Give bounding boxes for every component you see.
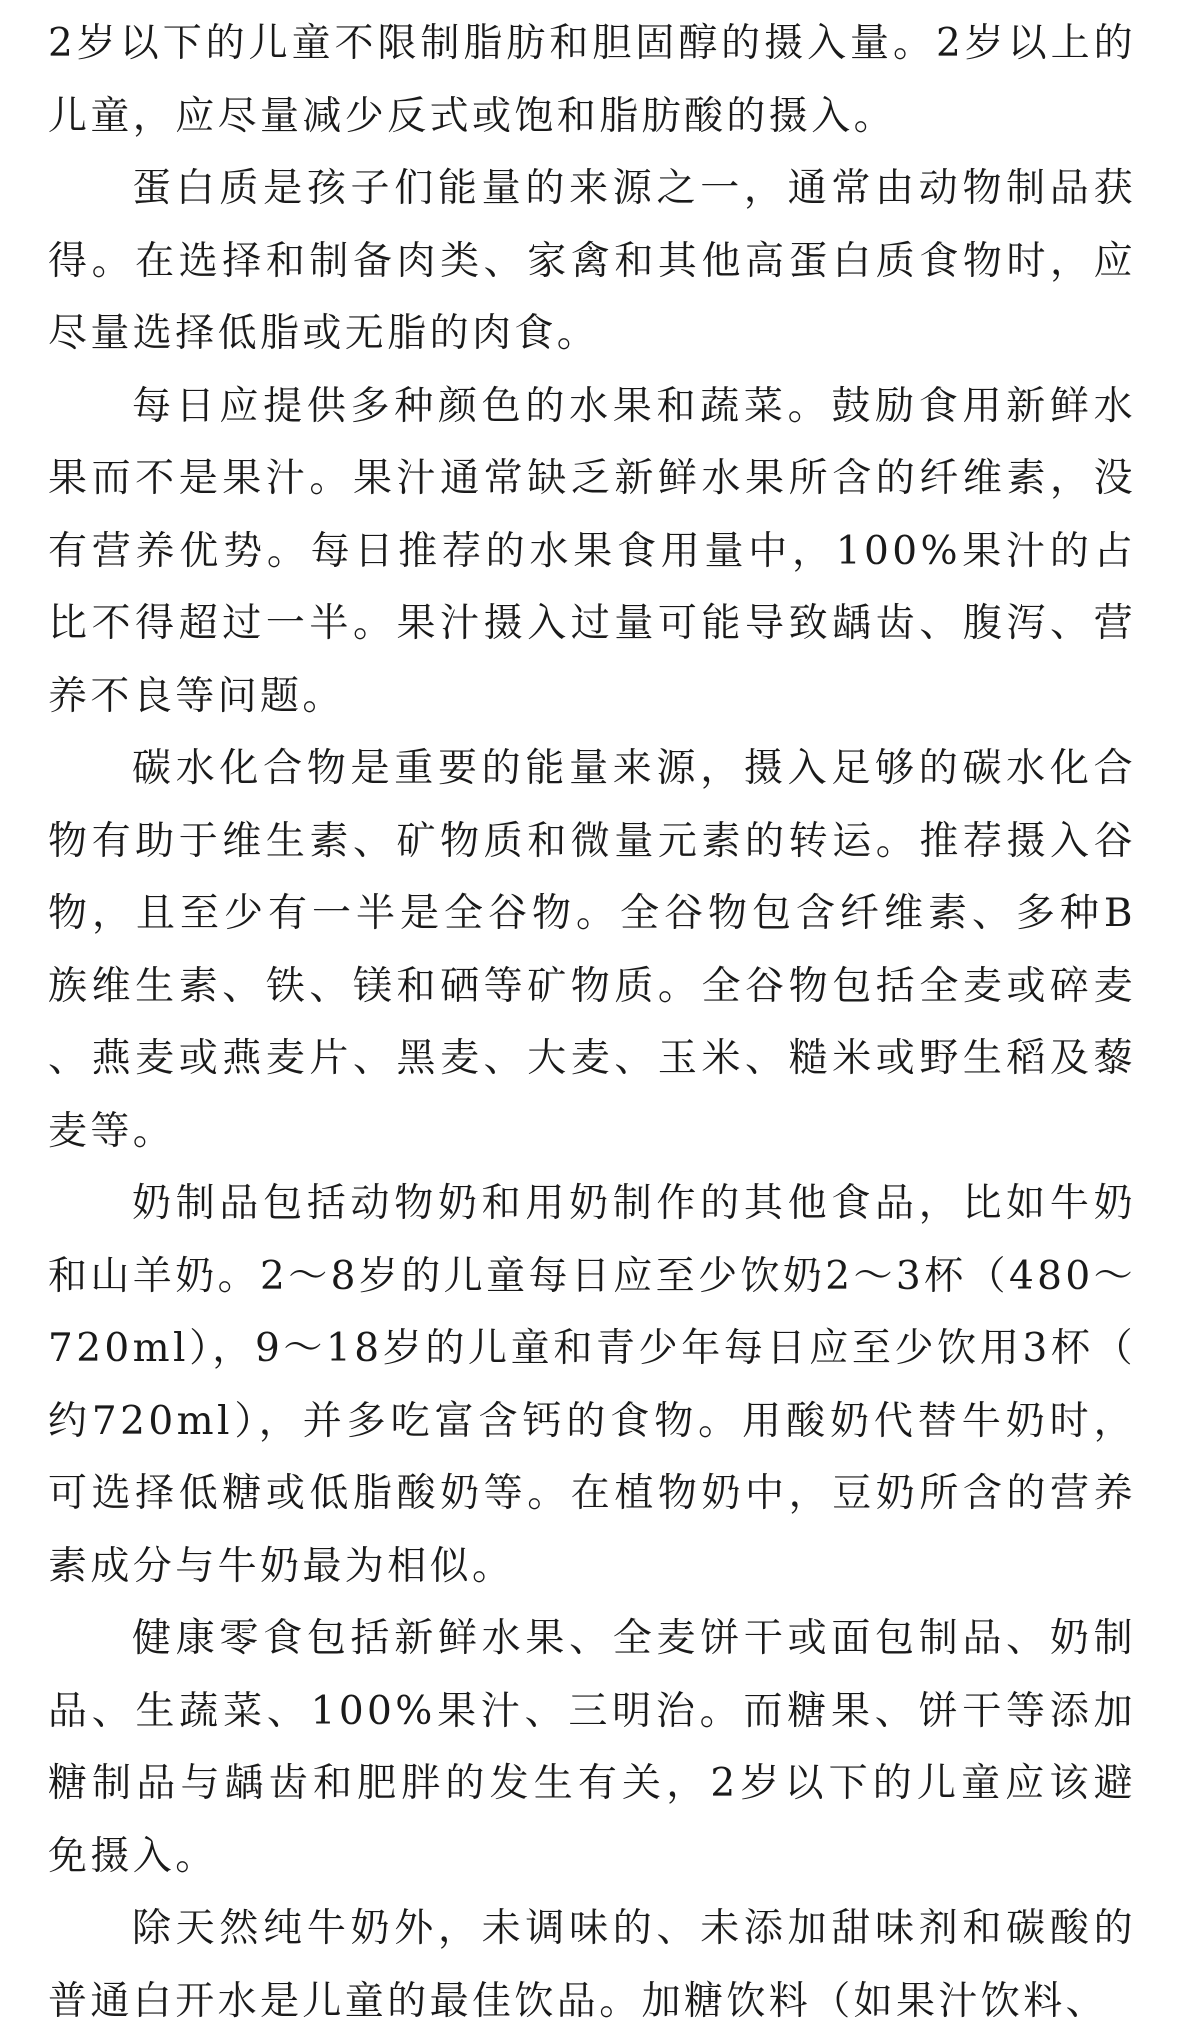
- paragraph-protein: 蛋白质是孩子们能量的来源之一，通常由动物制品获得。在选择和制备肉类、家禽和其他高蛋白质食物时，应尽量选择低脂或无脂的肉食。: [48, 166, 1136, 356]
- paragraph-snacks: 健康零食包括新鲜水果、全麦饼干或面包制品、奶制品、生蔬菜、100%果汁、三明治。而糖果、饼干等添加糖制品与龋齿和肥胖的发生有关，2岁以下的儿童应该避免摄入。: [48, 1616, 1136, 1879]
- paragraph-beverages: 除天然纯牛奶外，未调味的、未添加甜味剂和碳酸的普通白开水是儿童的最佳饮品。加糖饮料（如果汁饮料、: [48, 1906, 1136, 2024]
- paragraph-dairy: 奶制品包括动物奶和用奶制作的其他食品，比如牛奶和山羊奶。2～8岁的儿童每日应至少饮奶2～3杯（480～720ml），9～18岁的儿童和青少年每日应至少饮用3杯（约720ml），并多吃富含钙的食物。用酸奶代替牛奶时，可选择低糖或低脂酸奶等。在植物奶中，豆奶所含的营养素成分与牛奶最为相似。: [48, 1181, 1136, 1589]
- paragraph-fruit-vegetables: 每日应提供多种颜色的水果和蔬菜。鼓励食用新鲜水果而不是果汁。果汁通常缺乏新鲜水果所含的纤维素，没有营养优势。每日推荐的水果食用量中，100%果汁的占比不得超过一半。果汁摄入过量可能导致龋齿、腹泻、营养不良等问题。: [48, 383, 1136, 719]
- paragraph-fat-intake: 2岁以下的儿童不限制脂肪和胆固醇的摄入量。2岁以上的儿童，应尽量减少反式或饱和脂肪酸的摄入。: [48, 21, 1136, 139]
- paragraph-carbohydrates: 碳水化合物是重要的能量来源，摄入足够的碳水化合物有助于维生素、矿物质和微量元素的转运。推荐摄入谷物，且至少有一半是全谷物。全谷物包含纤维素、多种B族维生素、铁、镁和硒等矿物质。全谷物包括全麦或碎麦、燕麦或燕麦片、黑麦、大麦、玉米、糙米或野生稻及藜麦等。: [48, 746, 1136, 1154]
